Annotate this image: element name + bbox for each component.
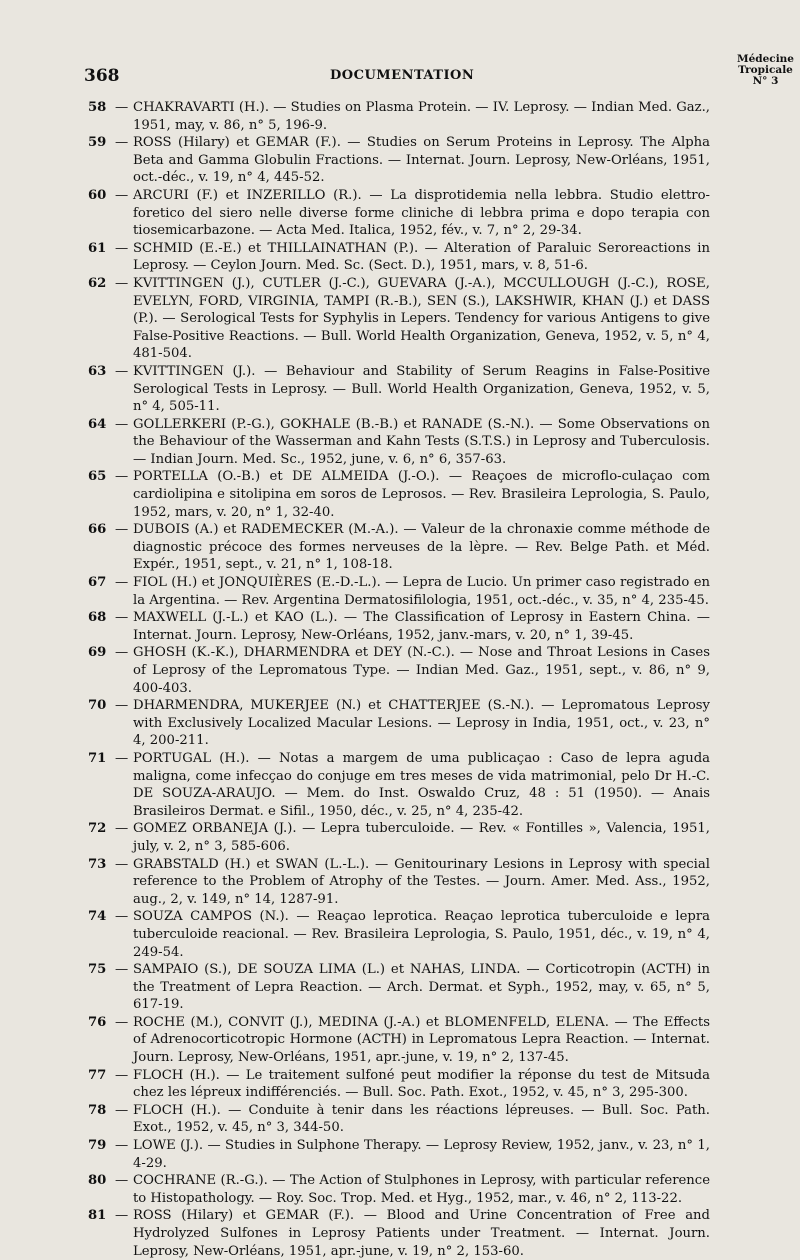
reference-number: 65 <box>88 469 107 485</box>
reference-number: 72 <box>88 821 107 837</box>
reference-number: 62 <box>88 275 107 291</box>
reference-dash: — <box>115 856 129 872</box>
reference-text: FLOCH (H.). — Conduite à tenir dans les réactions lépreuses. — Bull. Soc. Path. Exot., 1952, v. 45, n° 3, 344-50. <box>133 1102 710 1136</box>
reference-number: 79 <box>88 1138 107 1154</box>
reference-number: 73 <box>88 856 107 872</box>
reference-dash: — <box>115 469 129 485</box>
reference-number: 69 <box>88 645 107 661</box>
reference-text: GHOSH (K.-K.), DHARMENDRA et DEY (N.-C.). — Nose and Throat Lesions in Cases of Leprosy of the Lepromatous Type. — Indian Med. Gaz., 1951, sept., v. 86, n° 9, 400-403. <box>133 645 710 696</box>
reference-entry <box>88 521 710 574</box>
reference-dash: — <box>115 1173 129 1189</box>
reference-number: 75 <box>88 962 107 978</box>
reference-text: SOUZA CAMPOS (N.). — Reaçao leprotica. Reaçao leprotica tuberculoide e lepra tuberculoide reacional. — Rev. Brasileira Leprologia, S. Paulo, 1951, déc., v. 19, n° 4, 249-54. <box>133 909 710 960</box>
reference-dash: — <box>115 275 129 291</box>
reference-dash: — <box>115 962 129 978</box>
reference-entry <box>88 1137 710 1172</box>
reference-entry <box>88 134 710 187</box>
reference-dash: — <box>115 1138 129 1154</box>
reference-entry <box>88 240 710 275</box>
reference-text: FIOL (H.) et JONQUIÈRES (E.-D.-L.). — Lepra de Lucio. Un primer caso registrado en la Argentina. — Rev. Argentina Dermatosifilologia, 1951, oct.-déc., v. 35, n° 4, 235-45. <box>133 575 710 608</box>
reference-entry <box>88 99 710 134</box>
reference-dash: — <box>115 240 129 256</box>
reference-number: 63 <box>88 363 107 379</box>
reference-text: FLOCH (H.). — Le traitement sulfoné peut modifier la réponse du test de Mitsuda chez les lépreux indifférenciés. — Bull. Soc. Path. Exot., 1952, v. 45, n° 3, 295-300. <box>133 1067 710 1101</box>
reference-dash: — <box>115 416 129 432</box>
journal-tag-line-2: Tropicale <box>738 64 793 76</box>
reference-number: 71 <box>88 750 107 766</box>
reference-dash: — <box>115 135 129 151</box>
reference-dash: — <box>115 750 129 766</box>
reference-text: KVITTINGEN (J.). — Behaviour and Stability of Serum Reagins in False-Positive Serological Tests in Leprosy. — Bull. World Health Organization, Geneva, 1952, v. 5, n° 4, 505-11. <box>133 363 710 415</box>
reference-number: 68 <box>88 610 107 626</box>
reference-dash: — <box>115 1014 129 1030</box>
reference-entry <box>88 961 710 1014</box>
reference-dash: — <box>115 1102 129 1118</box>
reference-entry <box>88 187 710 240</box>
page-number: 368 <box>84 66 120 86</box>
reference-text: COCHRANE (R.-G.). — The Action of Stulphones in Leprosy, with particular reference to Histopathology. — Roy. Soc. Trop. Med. et Hyg., 1952, mar., v. 46, n° 2, 113-22. <box>133 1173 710 1206</box>
reference-dash: — <box>115 100 129 115</box>
reference-entry <box>88 750 710 820</box>
reference-number: 64 <box>88 416 107 432</box>
reference-dash: — <box>115 187 129 203</box>
reference-text: GRABSTALD (H.) et SWAN (L.-L.). — Genitourinary Lesions in Leprosy with special reference to the Problem of Atrophy of the Testes. — Journ. Amer. Med. Ass., 1952, aug., 2, v. 149, n° 14, 1287-91. <box>133 856 710 907</box>
reference-text: ARCURI (F.) et INZERILLO (R.). — La disprotidemia nella lebbra. Studio elettro-foretico del siero nelle diverse forme cliniche di lebbra prima e dopo terapia con tiosemicarbazone. — Acta Med. Italica, 1952, fév., v. 7, n° 2, 29-34. <box>133 187 710 239</box>
reference-entry <box>88 644 710 697</box>
reference-dash: — <box>115 645 129 661</box>
reference-entry <box>88 697 710 750</box>
reference-entry <box>88 416 710 469</box>
reference-text: SCHMID (E.-E.) et THILLAINATHAN (P.). — Alteration of Paraluic Seroreactions in Leprosy. — Ceylon Journ. Med. Sc. (Sect. D.), 1951, mars, v. 8, 51-6. <box>133 240 710 274</box>
reference-number: 77 <box>88 1067 107 1083</box>
reference-entry <box>88 609 710 644</box>
reference-text: KVITTINGEN (J.), CUTLER (J.-C.), GUEVARA (J.-A.), MCCULLOUGH (J.-C.), ROSE, EVELYN, FORD, VIRGINIA, TAMPI (R.-B.), SEN (S.), LAKSHWIR, KHAN (J.) et DASS (P.). — Serological Tests for Syphylis in Lepers. Tendency for various Antigens to give False-Positive Reactions. — Bull. World Health Organization, Geneva, 1952, v. 5, n° 4, 481-504. <box>133 275 710 362</box>
reference-number: 74 <box>88 909 107 925</box>
reference-entry <box>88 856 710 909</box>
reference-text: ROCHE (M.), CONVIT (J.), MEDINA (J.-A.) et BLOMENFELD, ELENA. — The Effects of Adrenocorticotropic Hormone (ACTH) in Lepromatous Lepra Reaction. — Internat. Journ. Leprosy, New-Orléans, 1951, apr.-june, v. 19, n° 2, 137-45. <box>133 1014 710 1066</box>
reference-dash: — <box>115 363 129 379</box>
reference-dash: — <box>115 909 129 925</box>
running-title: DOCUMENTATION <box>330 68 475 83</box>
reference-text: LOWE (J.). — Studies in Sulphone Therapy. — Leprosy Review, 1952, janv., v. 23, n° 1, 4-29. <box>133 1138 710 1171</box>
reference-text: ROSS (Hilary) et GEMAR (F.). — Blood and Urine Concentration of Free and Hydrolyzed Sulfones in Leprosy Patients under Treatment. — Internat. Journ. Leprosy, New-Orléans, 1951, apr.-june, v. 19, n° 2, 153-60. <box>133 1208 710 1259</box>
reference-dash: — <box>115 1067 129 1083</box>
reference-number: 76 <box>88 1014 107 1030</box>
reference-entry <box>88 1102 710 1137</box>
reference-text: PORTUGAL (H.). — Notas a margem de uma publicaçao : Caso de lepra aguda maligna, come infecçao do conjuge em tres meses de vida matrimonial, pelo Dr H.-C. DE SOUZA-ARAUJO. — Mem. do Inst. Oswaldo Cruz, 48 : 51 (1950). — Anais Brasileiros Dermat. e Sifil., 1950, déc., v. 25, n° 4, 235-42. <box>133 750 710 819</box>
reference-text: SAMPAIO (S.), DE SOUZA LIMA (L.) et NAHAS, LINDA. — Corticotropin (ACTH) in the Treatment of Lepra Reaction. — Arch. Dermat. et Syph., 1952, may, v. 65, n° 5, 617-19. <box>133 962 710 1013</box>
reference-entry <box>88 363 710 416</box>
reference-number: 60 <box>88 187 107 203</box>
reference-entry <box>88 275 710 363</box>
reference-text: PORTELLA (O.-B.) et DE ALMEIDA (J.-O.). — Reaçoes de microflo-culaçao com cardiolipina e sitolipina em soros de Leprosos. — Rev. Brasileira Leprologia, S. Paulo, 1952, mars, v. 20, n° 1, 32-40. <box>133 469 710 520</box>
reference-dash: — <box>115 610 129 626</box>
reference-number: 66 <box>88 522 107 538</box>
reference-entry <box>88 1014 710 1067</box>
reference-number: 78 <box>88 1102 107 1118</box>
reference-entry <box>88 468 710 521</box>
journal-tag-line-1: Médecine <box>736 53 794 65</box>
reference-number: 58 <box>88 100 107 115</box>
reference-text: MAXWELL (J.-L.) et KAO (L.). — The Classification of Leprosy in Eastern China. — Internat. Journ. Leprosy, New-Orléans, 1952, janv.-mars, v. 20, n° 1, 39-45. <box>133 610 710 643</box>
reference-dash: — <box>115 698 129 714</box>
reference-text: GOLLERKERI (P.-G.), GOKHALE (B.-B.) et RANADE (S.-N.). — Some Observations on the Behaviour of the Wasserman and Kahn Tests (S.T.S.) in Leprosy and Tuberculosis. — Indian Journ. Med. Sc., 1952, june, v. 6, n° 6, 357-63. <box>133 416 710 467</box>
reference-text: DUBOIS (A.) et RADEMECKER (M.-A.). — Valeur de la chronaxie comme méthode de diagnostic précoce des formes nerveuses de la lèpre. — Rev. Belge Path. et Méd. Expér., 1951, sept., v. 21, n° 1, 108-18. <box>133 522 710 573</box>
reference-dash: — <box>115 575 129 591</box>
reference-text: CHAKRAVARTI (H.). — Studies on Plasma Protein. — IV. Leprosy. — Indian Med. Gaz., 1951, may, v. 86, n° 5, 196-9. <box>133 100 710 133</box>
reference-list <box>88 99 710 1260</box>
reference-dash: — <box>115 522 129 538</box>
reference-text: DHARMENDRA, MUKERJEE (N.) et CHATTERJEE (S.-N.). — Lepromatous Leprosy with Exclusively Localized Macular Lesions. — Leprosy in India, 1951, oct., v. 23, n° 4, 200-211. <box>133 698 710 749</box>
reference-number: 70 <box>88 698 107 714</box>
page-header <box>0 53 800 94</box>
reference-text: ROSS (Hilary) et GEMAR (F.). — Studies on Serum Proteins in Leprosy. The Alpha Beta and Gamma Globulin Fractions. — Internat. Journ. Leprosy, New-Orléans, 1951, oct.-déc., v. 19, n° 4, 445-52. <box>133 135 710 186</box>
reference-number: 67 <box>88 575 107 591</box>
reference-entry <box>88 1172 710 1207</box>
reference-text: GOMEZ ORBANEJA (J.). — Lepra tuberculoide. — Rev. « Fontilles », Valencia, 1951, july, v. 2, n° 3, 585-606. <box>133 821 710 854</box>
reference-entry <box>88 1207 710 1260</box>
reference-number: 61 <box>88 240 107 256</box>
reference-dash: — <box>115 1208 129 1224</box>
reference-entry <box>88 574 710 609</box>
reference-number: 80 <box>88 1173 107 1189</box>
reference-number: 59 <box>88 135 107 151</box>
journal-tag <box>737 54 794 87</box>
reference-entry <box>88 820 710 855</box>
reference-entry <box>88 1067 710 1102</box>
reference-entry <box>88 908 710 961</box>
reference-number: 81 <box>88 1208 107 1224</box>
reference-dash: — <box>115 821 129 837</box>
journal-tag-line-3: N° 3 <box>752 75 779 87</box>
